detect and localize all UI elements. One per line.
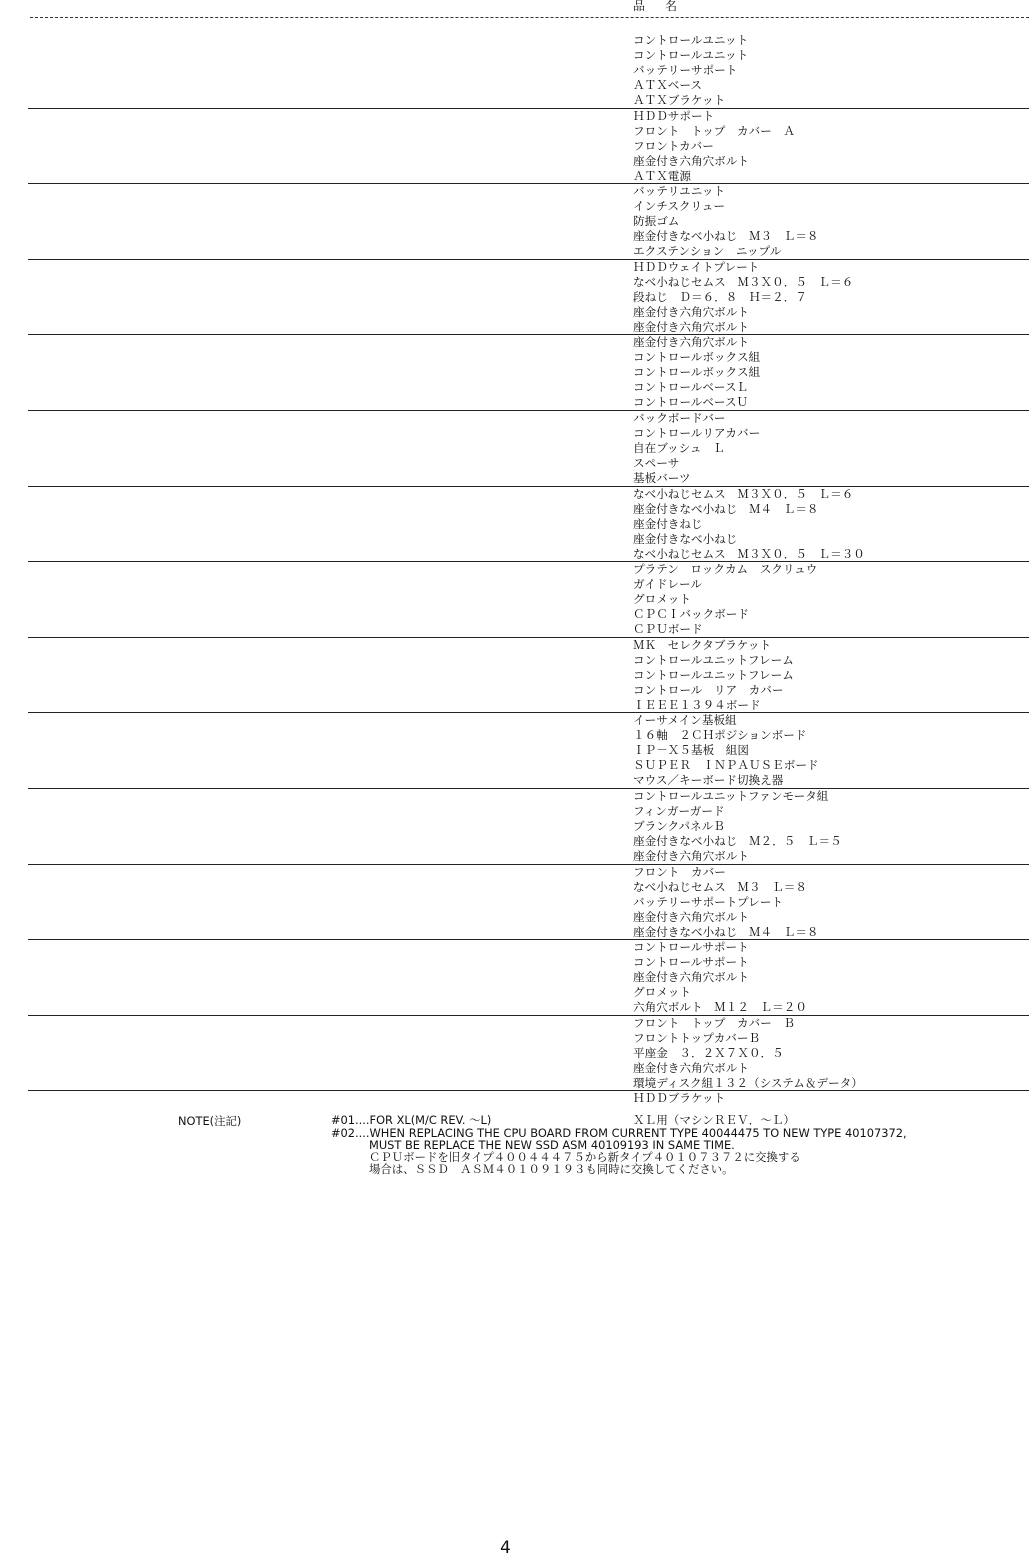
parts-row-tail: ＨＤＤブラケット: [633, 1091, 726, 1105]
notes-label: NOTE(注記): [178, 1114, 242, 1128]
part-name-cell: 座金付きなべ小ねじ: [633, 531, 738, 546]
part-name-cell: コントロールリアカバー: [633, 425, 761, 440]
parts-group: [28, 411, 1029, 487]
part-name-cell: バッテリーサポート: [633, 63, 738, 77]
part-name-cell: ＭＫ セレクタブラケット: [633, 637, 772, 652]
parts-group: [28, 487, 1029, 563]
part-name-cell: ＡＴＸブラケット: [633, 93, 726, 107]
part-name-cell: 座金付きなべ小ねじ Ｍ４ Ｌ＝８: [633, 501, 819, 516]
part-name-cell: 座金付き六角穴ボルト: [633, 319, 749, 334]
part-name-cell: コントロールユニット: [633, 33, 749, 47]
parts-group: [28, 713, 1029, 789]
part-name-cell: コントロールボックス組: [633, 365, 761, 380]
parts-group: [28, 562, 1029, 638]
note-line-02: #02....WHEN REPLACING THE CPU BOARD FROM CURRENT TYPE 40044475 TO NEW TYPE 40107372,: [331, 1126, 907, 1140]
part-name-cell: 座金付きなべ小ねじ Ｍ３ Ｌ＝８: [633, 229, 819, 244]
part-name-cell: 座金付き六角穴ボルト: [633, 153, 749, 168]
part-name-cell: グロメット: [633, 985, 691, 1000]
column-header-part-name: 品 名: [633, 0, 682, 13]
note-01-japanese: ＸＬ用（マシンＲＥＶ．～Ｌ）: [633, 1113, 796, 1127]
part-name-cell: フロントトップカバーＢ: [633, 1030, 761, 1045]
part-name-cell: コントロールボックス組: [633, 350, 761, 365]
parts-group: [28, 335, 1029, 411]
part-name-cell: 六角穴ボルト Ｍ１２ Ｌ＝２０: [633, 1000, 807, 1015]
part-name-cell: 段ねじ Ｄ＝６．８ Ｈ＝２．７: [633, 289, 807, 304]
part-name-cell: コントロールサポート: [633, 940, 749, 955]
parts-group: [28, 109, 1029, 185]
part-name-cell: 座金付き六角穴ボルト: [633, 335, 749, 350]
part-name-cell: グロメット: [633, 592, 691, 607]
part-name-cell: ＡＴＸベース: [633, 78, 702, 92]
part-name-cell: イーサメイン基板組: [633, 713, 737, 728]
part-name-cell: ＩＰ－Ｘ５基板 組図: [633, 743, 749, 758]
part-name-cell: バックボードバー: [633, 410, 726, 425]
part-name-cell: フロントカバー: [633, 138, 714, 153]
part-name-cell: ＨＤＤウェイトプレート: [633, 259, 760, 274]
part-name-cell: インチスクリュー: [633, 199, 725, 214]
part-name-cell: プラテン ロックカム スクリュウ: [633, 562, 818, 577]
parts-group: [28, 260, 1029, 336]
parts-group: [28, 33, 1029, 109]
part-name-cell: エクステンション ニップル: [633, 244, 782, 259]
part-name-cell: 自在ブッシュ Ｌ: [633, 440, 725, 455]
part-name-cell: フィンガーガード: [633, 803, 725, 818]
part-name-cell: なべ小ねじセムス Ｍ３ Ｌ＝８: [633, 879, 807, 894]
part-name-cell: 座金付きなべ小ねじ Ｍ２．５ Ｌ＝５: [633, 833, 842, 848]
part-name-cell: コントロールサポート: [633, 955, 749, 970]
part-name-cell: コントロールユニット: [633, 48, 749, 62]
parts-group: [28, 1016, 1029, 1092]
part-name-cell: ＡＴＸ電源: [633, 168, 691, 183]
part-name-cell: １６軸 ２ＣＨポジションボード: [633, 728, 807, 743]
part-name-cell: 平座金 ３．２Ｘ７Ｘ０．５: [633, 1045, 784, 1060]
note-line-02-cont-en: MUST BE REPLACE THE NEW SSD ASM 40109193 IN SAME TIME.: [369, 1138, 735, 1152]
part-name-cell: 環境ディスク組１３２（システム＆データ）: [633, 1075, 863, 1090]
part-name-cell: コントロールユニットファンモータ組: [633, 788, 829, 803]
note-line-02-cont-jp1: ＣＰＵボードを旧タイプ４００４４４７５から新タイプ４０１０７３７２に交換する: [369, 1150, 801, 1164]
part-name-cell: 防振ゴム: [633, 214, 680, 229]
part-name-cell: バッテリユニット: [633, 184, 726, 199]
part-name-cell: なべ小ねじセムス Ｍ３Ｘ０．５ Ｌ＝３０: [633, 546, 865, 561]
part-name-cell: マウス／キーボード切換え器: [633, 773, 784, 788]
part-name-cell: 座金付きなべ小ねじ Ｍ４ Ｌ＝８: [633, 924, 819, 939]
parts-group: [28, 789, 1029, 865]
part-name-cell: ＳＵＰＥＲ ＩＮＰＡＵＳＥボード: [633, 758, 819, 773]
part-name-cell: フロント トップ カバー Ａ: [633, 123, 795, 138]
part-name-cell: 座金付きねじ: [633, 516, 703, 531]
header-dashed-divider: [30, 17, 1029, 18]
part-name-cell: 座金付き六角穴ボルト: [633, 848, 749, 863]
parts-group: [28, 940, 1029, 1016]
part-name-cell: ＨＤＤサポート: [633, 108, 715, 123]
note-line-01: #01....FOR XL(M/C REV. ～L): [331, 1113, 492, 1127]
part-name-cell: ガイドレール: [633, 577, 702, 592]
part-name-cell: 座金付き六角穴ボルト: [633, 304, 749, 319]
part-name-cell: なべ小ねじセムス Ｍ３Ｘ０．５ Ｌ＝６: [633, 274, 854, 289]
part-name-cell: ブランクパネルＢ: [633, 818, 725, 833]
part-name-cell: コントロールベースＵ: [633, 395, 749, 410]
parts-group: [28, 638, 1029, 714]
parts-group: [28, 865, 1029, 941]
note-line-02-cont-jp2: 場合は、ＳＳＤ ＡＳＭ４０１０９１９３も同時に交換してください。: [369, 1162, 734, 1176]
part-name-cell: ＣＰＵボード: [633, 622, 703, 637]
part-name-cell: コントロールユニットフレーム: [633, 667, 794, 682]
part-name-cell: 座金付き六角穴ボルト: [633, 970, 749, 985]
part-name-cell: なべ小ねじセムス Ｍ３Ｘ０．５ Ｌ＝６: [633, 486, 854, 501]
part-name-cell: 基板バーツ: [633, 470, 691, 485]
part-name-cell: 座金付き六角穴ボルト: [633, 909, 749, 924]
part-name-cell: バッテリーサポートプレート: [633, 894, 783, 909]
part-name-cell: 座金付き六角穴ボルト: [633, 1060, 749, 1075]
part-name-cell: コントロールベースＬ: [633, 380, 749, 395]
part-name-cell: フロント トップ カバー Ｂ: [633, 1015, 795, 1030]
part-name-cell: フロント カバー: [633, 864, 726, 879]
part-name-cell: ＩＥＥＥ１３９４ボード: [633, 697, 761, 712]
parts-group: [28, 184, 1029, 260]
part-name-cell: ＣＰＣＩバックボード: [633, 607, 749, 622]
part-name-cell: コントロールユニットフレーム: [633, 652, 794, 667]
part-name-cell: スペーサ: [633, 455, 680, 470]
parts-table: [0, 33, 1029, 1091]
page-number: 4: [500, 1538, 511, 1558]
part-name-cell: コントロール リア カバー: [633, 682, 784, 697]
